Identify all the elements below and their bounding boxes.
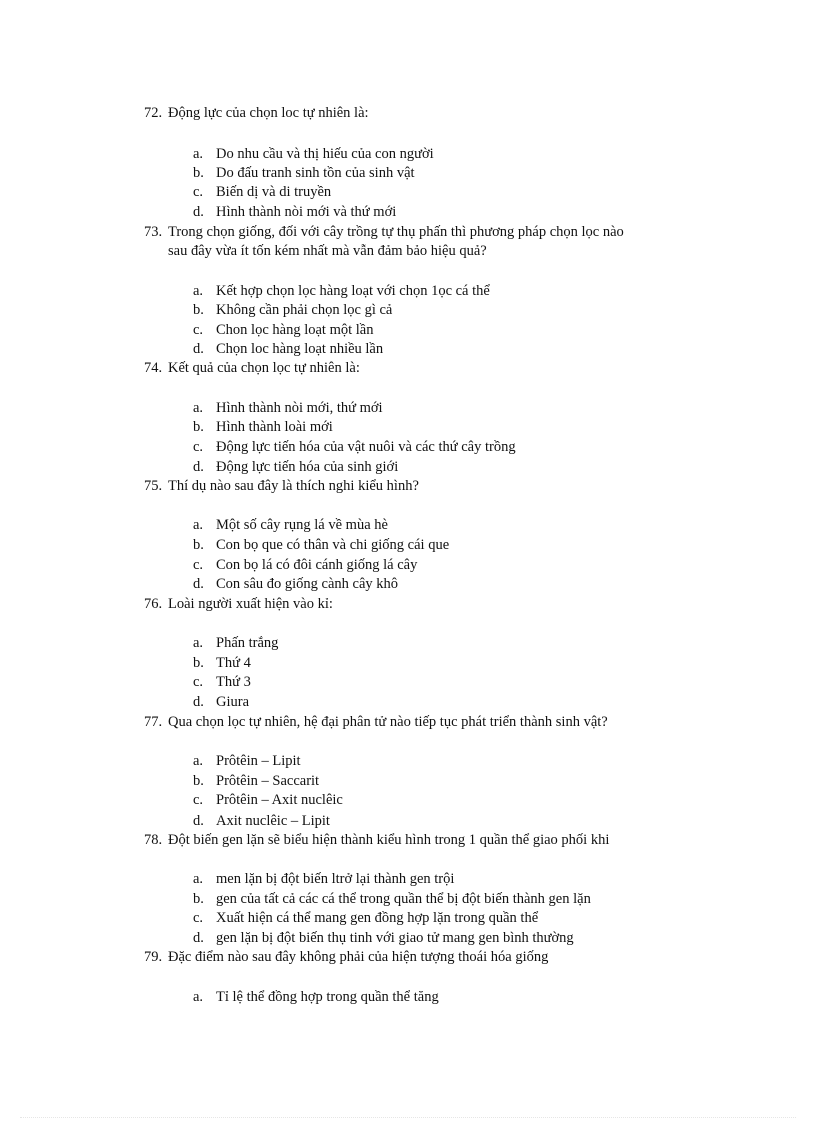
option-letter: a. [193,871,204,887]
question-79 [144,948,704,967]
option-text: Hình thành nòi mới, thứ mới [216,400,383,416]
option-text: Hình thành loài mới [216,419,333,435]
option-72b [193,164,415,183]
option-79a [193,988,439,1007]
question-text: Kết quả của chọn lọc tự nhiên là: [168,360,360,376]
question-text: Loài người xuất hiện vào kỉ: [168,596,333,612]
option-72d [193,203,396,222]
option-text: Chon lọc hàng loạt một lần [216,322,374,338]
option-text: Động lực tiến hóa của vật nuôi và các thứ cây trồng [216,439,516,455]
option-letter: a. [193,517,204,533]
option-78d [193,929,574,948]
option-letter: d. [193,930,204,946]
option-76b [193,654,251,673]
question-text: Đặc điểm nào sau đây không phải của hiện tượng thoái hóa giống [168,949,549,965]
option-text: Thứ 3 [216,674,251,690]
option-letter: b. [193,773,204,789]
option-letter: a. [193,753,204,769]
option-text: Prôtêin – Lipit [216,753,301,769]
question-number: 72. [144,105,163,121]
option-letter: d. [193,204,204,220]
question-number: 73. [144,224,163,240]
option-72a [193,145,434,164]
question-number: 79. [144,949,163,965]
question-77 [144,713,704,732]
option-78c [193,909,538,928]
option-75c [193,556,417,575]
option-text: Con sâu đo giống cành cây khô [216,576,399,592]
option-text: Một số cây rụng lá về mùa hè [216,517,388,533]
option-77a [193,752,301,771]
option-letter: b. [193,537,204,553]
option-letter: c. [193,557,204,573]
option-letter: c. [193,910,204,926]
question-text-continued: sau đây vừa ít tốn kém nhất mà vẫn đảm bảo hiệu quả? [168,243,487,259]
question-75 [144,477,704,496]
option-text: Prôtêin – Axit nuclêic [216,792,343,808]
option-letter: c. [193,792,204,808]
question-text: Qua chọn lọc tự nhiên, hệ đại phân tử nào tiếp tục phát triển thành sinh vật? [168,714,608,730]
option-text: Tỉ lệ thể đồng hợp trong quần thể tăng [216,989,439,1005]
question-78 [144,831,704,850]
option-text: Do nhu cầu và thị hiếu của con người [216,146,434,162]
option-76a [193,634,278,653]
option-73b [193,301,392,320]
option-text: Xuất hiện cá thể mang gen đồng hợp lặn trong quần thể [216,910,539,926]
question-76 [144,595,704,614]
option-75a [193,516,388,535]
option-letter: a. [193,283,204,299]
option-text: Không cần phải chọn lọc gì cả [216,302,393,318]
option-letter: b. [193,165,204,181]
option-letter: b. [193,655,204,671]
page-bottom-divider [20,1117,796,1118]
option-text: Giura [216,694,250,710]
option-letter: d. [193,694,204,710]
option-letter: c. [193,184,204,200]
option-74d [193,458,398,477]
option-text: Biến dị và di truyền [216,184,332,200]
option-74b [193,418,333,437]
option-letter: b. [193,302,204,318]
option-text: Chọn loc hàng loạt nhiều lần [216,341,384,357]
option-text: Thứ 4 [216,655,251,671]
option-text: men lặn bị đột biến ltrở lại thành gen trội [216,871,455,887]
option-78b [193,890,591,909]
option-72c [193,183,331,202]
question-72 [144,104,704,123]
option-text: Con bọ que có thân và chi giống cái que [216,537,450,553]
option-letter: d. [193,459,204,475]
option-77c [193,791,343,810]
option-letter: d. [193,576,204,592]
option-letter: d. [193,341,204,357]
option-letter: b. [193,419,204,435]
question-text: Thí dụ nào sau đây là thích nghi kiểu hình? [168,478,419,494]
option-letter: a. [193,989,204,1005]
option-77b [193,772,319,791]
option-letter: a. [193,400,204,416]
option-76c [193,673,251,692]
option-76d [193,693,249,712]
option-letter: b. [193,891,204,907]
option-text: Động lực tiến hóa của sinh giới [216,459,399,475]
question-74 [144,359,704,378]
question-number: 74. [144,360,163,376]
option-73d [193,340,383,359]
option-letter: c. [193,322,204,338]
question-number: 76. [144,596,163,612]
option-75b [193,536,449,555]
option-text: Prôtêin – Saccarit [216,773,320,789]
option-text: gen của tất cả các cá thể trong quần thể bị đột biến thành gen lặn [216,891,591,907]
option-text: Do đấu tranh sinh tồn của sinh vật [216,165,415,181]
option-letter: d. [193,813,204,829]
option-75d [193,575,398,594]
question-text: Trong chọn giống, đối với cây trồng tự thụ phấn thì phương pháp chọn lọc nào [168,224,624,240]
option-78a [193,870,454,889]
option-letter: a. [193,146,204,162]
question-number: 77. [144,714,163,730]
option-73a [193,282,490,301]
option-text: gen lặn bị đột biến thụ tinh với giao tử mang gen bình thường [216,930,574,946]
question-73 [144,223,704,261]
option-text: Phấn trắng [216,635,279,651]
option-letter: c. [193,674,204,690]
option-text: Axit nuclêic – Lipit [216,813,330,829]
question-number: 78. [144,832,163,848]
option-74a [193,399,383,418]
option-letter: c. [193,439,204,455]
option-77d [193,812,330,831]
option-letter: a. [193,635,204,651]
question-text: Đột biến gen lặn sẽ biểu hiện thành kiểu hình trong 1 quần thể giao phối khi [168,832,610,848]
question-text: Động lực của chọn loc tự nhiên là: [168,105,369,121]
option-text: Kết hợp chọn lọc hàng loạt với chọn 1ọc cá thể [216,283,490,299]
option-text: Hình thành nòi mới và thứ mới [216,204,397,220]
option-73c [193,321,373,340]
question-number: 75. [144,478,163,494]
option-text: Con bọ lá có đôi cánh giống lá cây [216,557,418,573]
option-74c [193,438,516,457]
